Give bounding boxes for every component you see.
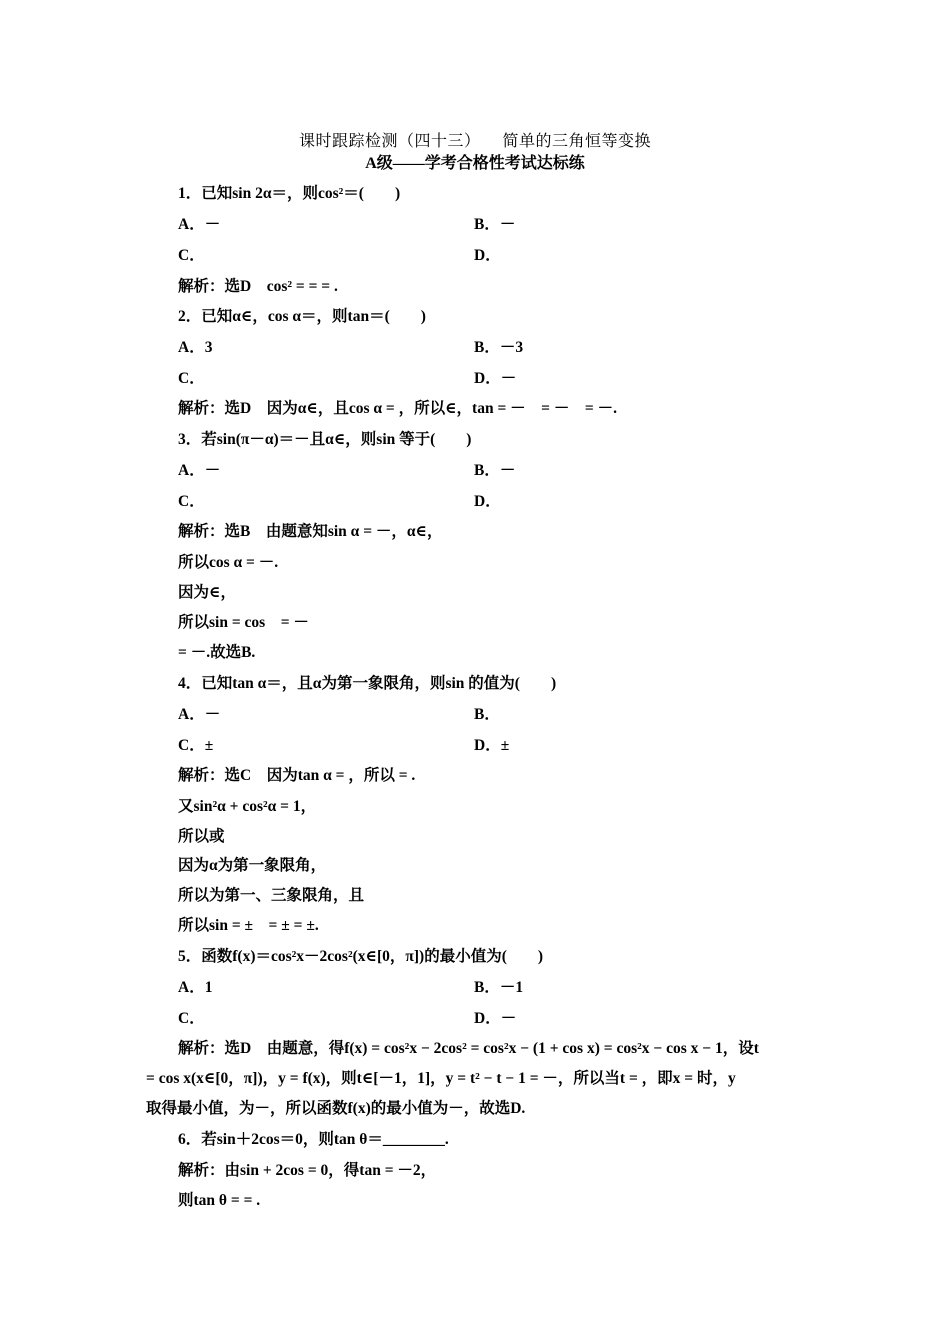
q5-solution-line-1: 解析：选D 由题意，得f(x) = cos²x − 2cos² = cos²x − (1 + cos x) = cos²x − cos x − 1，设t bbox=[178, 1040, 759, 1057]
q1-solution: 解析：选D cos² = = = . bbox=[178, 278, 338, 295]
q3-solution-line-3: 因为∈， bbox=[178, 584, 236, 601]
q3-solution-line-1: 解析：选B 由题意知sin α = －，α∈， bbox=[178, 523, 443, 540]
q6-stem: 6．若sin＋2cos＝0，则tan θ＝________. bbox=[178, 1131, 449, 1148]
q3-solution-line-2: 所以cos α = －. bbox=[178, 554, 279, 571]
q5-stem: 5．函数f(x)＝cos²x－2cos²(x∈[0，π])的最小值为( ) bbox=[178, 948, 544, 965]
q4-solution-line-3: 所以或 bbox=[178, 828, 225, 845]
q6-solution-line-2: 则tan θ = = . bbox=[178, 1192, 261, 1209]
q6-solution-line-1: 解析：由sin + 2cos = 0，得tan = －2， bbox=[178, 1162, 437, 1179]
q5-option-c: C． bbox=[178, 1010, 205, 1027]
q2-option-c: C． bbox=[178, 370, 205, 387]
q1-option-a: A．－ bbox=[178, 216, 221, 233]
q1-option-d: D． bbox=[474, 247, 501, 264]
q4-option-a: A．－ bbox=[178, 706, 221, 723]
q4-stem: 4．已知tan α＝，且α为第一象限角，则sin 的值为( ) bbox=[178, 675, 557, 692]
q3-option-b: B．－ bbox=[474, 462, 516, 479]
q3-solution-line-5: = －.故选B. bbox=[178, 644, 256, 661]
q5-option-d: D．－ bbox=[474, 1010, 517, 1027]
q5-solution-line-3: 取得最小值，为－，所以函数f(x)的最小值为－，故选D. bbox=[146, 1100, 526, 1117]
q4-option-b: B． bbox=[474, 706, 500, 723]
page-title bbox=[0, 128, 950, 151]
q4-solution-line-1: 解析：选C 因为tan α = ，所以 = . bbox=[178, 767, 416, 784]
q3-option-c: C． bbox=[178, 493, 205, 510]
q5-option-a: A．1 bbox=[178, 979, 213, 996]
q2-stem: 2．已知α∈，cos α＝，则tan＝( ) bbox=[178, 308, 426, 325]
q4-option-d: D．± bbox=[474, 737, 510, 754]
q1-stem: 1．已知sin 2α＝，则cos²＝( ) bbox=[178, 185, 401, 202]
q2-option-a: A．3 bbox=[178, 339, 213, 356]
q3-option-a: A．－ bbox=[178, 462, 221, 479]
q3-stem: 3．若sin(π－α)＝－且α∈，则sin 等于( ) bbox=[178, 431, 472, 448]
q4-solution-line-4: 因为α为第一象限角， bbox=[178, 857, 327, 874]
q4-solution-line-2: 又sin²α + cos²α = 1， bbox=[178, 798, 317, 815]
title-series: 课时跟踪检测（四十三） bbox=[298, 133, 481, 150]
section-heading: A级——学考合格性考试达标练 bbox=[365, 155, 585, 172]
q2-option-b: B．－3 bbox=[474, 339, 524, 356]
q4-solution-line-6: 所以sin = ± = ± = ±. bbox=[178, 917, 319, 934]
q2-solution: 解析：选D 因为α∈，且cos α = ，所以∈，tan = － = － = －. bbox=[178, 400, 617, 417]
q5-solution-line-2: = cos x(x∈[0，π])，y = f(x)，则t∈[－1，1]，y = t² − t − 1 = －，所以当t = ，即x = 时，y bbox=[146, 1070, 736, 1087]
q4-solution-line-5: 所以为第一、三象限角，且 bbox=[178, 887, 365, 904]
q2-option-d: D．－ bbox=[474, 370, 517, 387]
q1-option-c: C． bbox=[178, 247, 205, 264]
title-topic: 简单的三角恒等变换 bbox=[502, 133, 652, 150]
q3-option-d: D． bbox=[474, 493, 501, 510]
q1-option-b: B．－ bbox=[474, 216, 516, 233]
q3-solution-line-4: 所以sin = cos = － bbox=[178, 614, 309, 631]
q5-option-b: B．－1 bbox=[474, 979, 524, 996]
q4-option-c: C．± bbox=[178, 737, 214, 754]
